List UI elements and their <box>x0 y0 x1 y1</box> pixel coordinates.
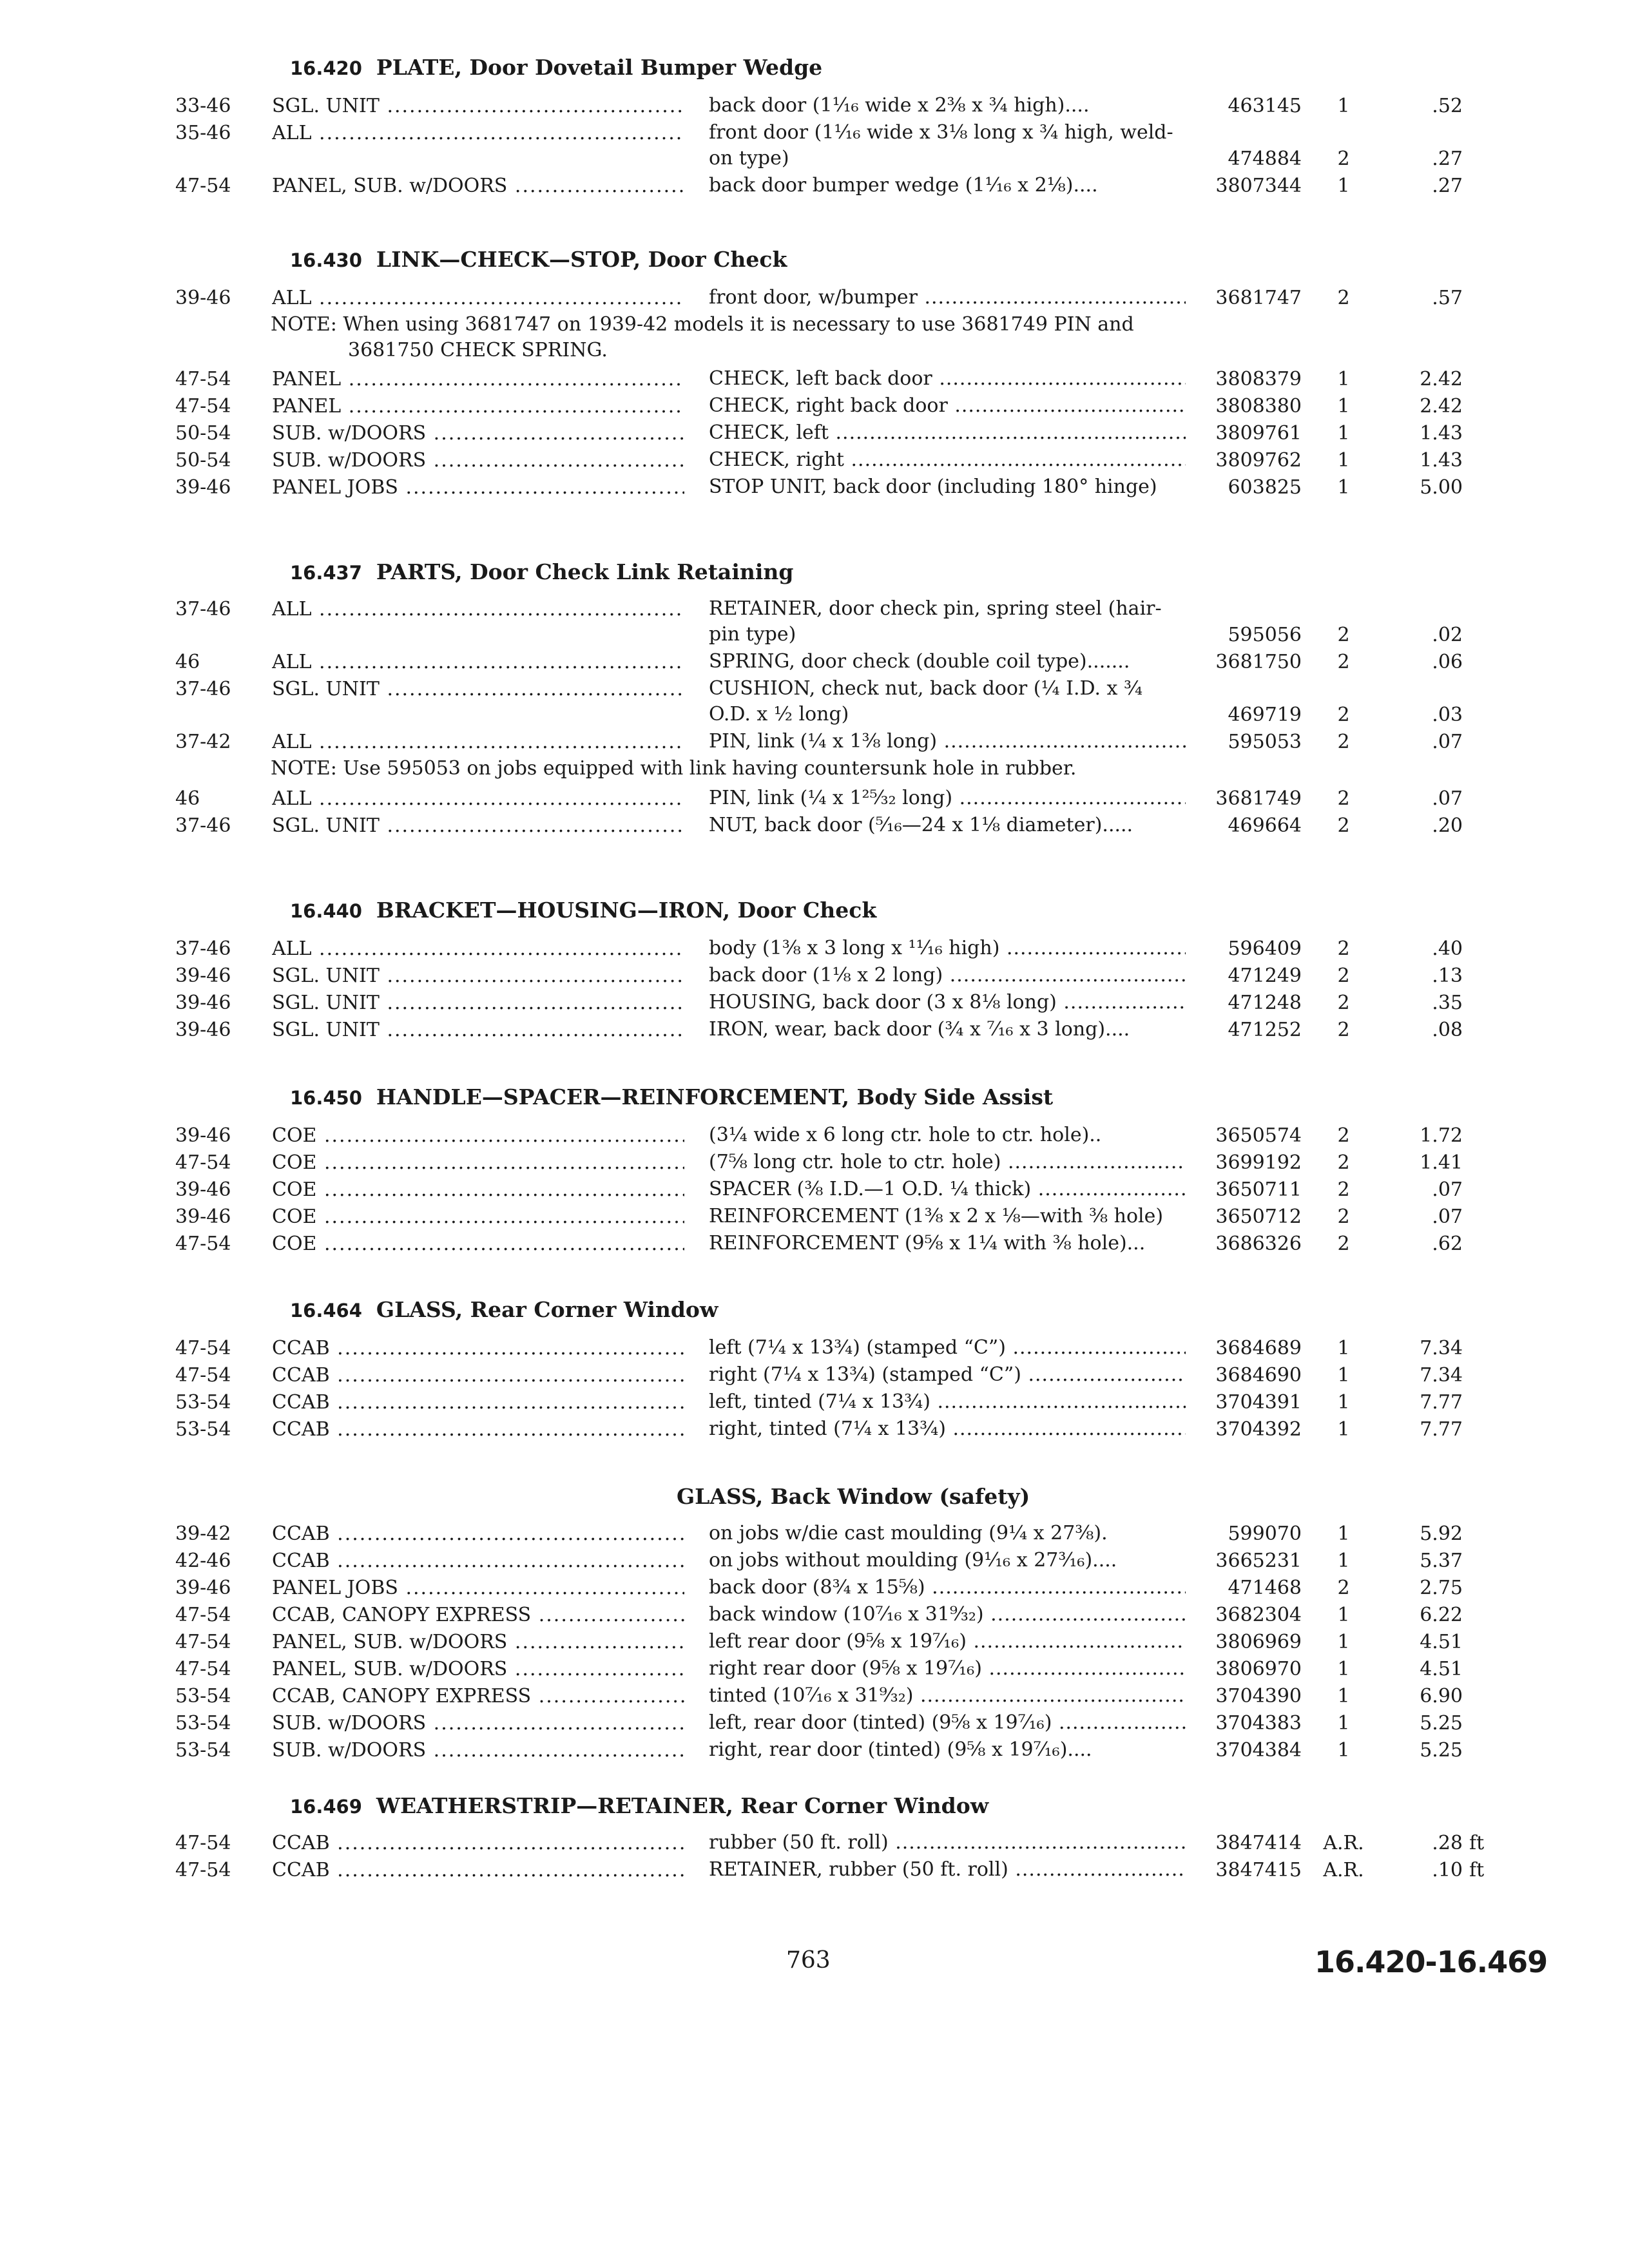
page-number: 763 <box>786 1947 831 1974</box>
section-heading <box>290 1082 1053 1112</box>
table-row: 39-46 COE ..... SPACER (⅜ I.D.—1 O.D. ¼ thick) ..... 3650711 2 .07 <box>0 1177 1629 1204</box>
table-row: 39-46 COE ..... (3¼ wide x 6 long ctr. hole to ctr. hole).. 3650574 2 1.72 <box>0 1122 1629 1149</box>
table-row: 42-46 CCAB ..... on jobs without moulding (9¹⁄₁₆ x 27³⁄₁₆).... 3665231 1 5.37 <box>0 1548 1629 1575</box>
section-heading <box>290 245 787 274</box>
table-row: 50-54 SUB. w/DOORS ..... CHECK, right ..... 3809762 1 1.43 <box>0 447 1629 474</box>
section-title: PLATE, Door Dovetail Bumper Wedge <box>376 55 823 80</box>
table-row: 39-46 SGL. UNIT ..... HOUSING, back door (3 x 8⅛ long) ..... 471248 2 .35 <box>0 990 1629 1017</box>
section-code: 16.450 <box>290 1087 362 1109</box>
table-row: 33-46 SGL. UNIT ..... back door (1¹⁄₁₆ wide x 2⅜ x ¾ high).... 463145 1 .52 <box>0 93 1629 120</box>
table-row: 47-54 PANEL ..... CHECK, right back door ..... 3808380 1 2.42 <box>0 393 1629 420</box>
section-title: WEATHERSTRIP—RETAINER, Rear Corner Window <box>376 1793 989 1818</box>
table-row: 53-54 CCAB ..... right, tinted (7¼ x 13¾) ..... 3704392 1 7.77 <box>0 1416 1629 1443</box>
section-heading <box>677 1482 1030 1512</box>
table-row: 53-54 CCAB, CANOPY EXPRESS ..... tinted (10⁷⁄₁₆ x 31⁹⁄₃₂) ..... 3704390 1 6.90 <box>0 1683 1629 1710</box>
section-code: 16.464 <box>290 1300 362 1321</box>
table-row: 53-54 SUB. w/DOORS ..... right, rear door (tinted) (9⅝ x 19⁷⁄₁₆).... 3704384 1 5.25 <box>0 1737 1629 1764</box>
section-heading <box>290 557 793 587</box>
table-row: 39-46 SGL. UNIT ..... IRON, wear, back door (¾ x ⁷⁄₁₆ x 3 long).... 471252 2 .08 <box>0 1017 1629 1044</box>
table-row: 35-46 ALL ..... front door (1¹⁄₁₆ wide x 3⅛ long x ¾ high, weld-on type) 474884 2 .27 <box>0 120 1629 173</box>
section-title: GLASS, Rear Corner Window <box>376 1297 718 1322</box>
table-row: 39-46 PANEL JOBS ..... STOP UNIT, back door (including 180° hinge) 603825 1 5.00 <box>0 474 1629 501</box>
section-range: 16.420-16.469 <box>1315 1945 1548 1979</box>
table-row: 37-42 ALL ..... PIN, link (¼ x 1⅜ long) ..... 595053 2 .07 <box>0 729 1629 756</box>
table-row: 37-46 ALL ..... RETAINER, door check pin, spring steel (hair-pin type) 595056 2 .02 <box>0 596 1629 649</box>
table-row: 47-54 COE ..... (7⅝ long ctr. hole to ctr. hole) ..... 3699192 2 1.41 <box>0 1149 1629 1177</box>
table-row: 47-54 CCAB ..... right (7¼ x 13¾) (stamped “C”) ..... 3684690 1 7.34 <box>0 1362 1629 1389</box>
section-code: 16.469 <box>290 1796 362 1818</box>
section-title: HANDLE—SPACER—REINFORCEMENT, Body Side Assist <box>376 1084 1054 1110</box>
section-title: PARTS, Door Check Link Retaining <box>376 559 794 584</box>
table-row: 47-54 PANEL, SUB. w/DOORS ..... right rear door (9⅝ x 19⁷⁄₁₆) ..... 3806970 1 4.51 <box>0 1656 1629 1683</box>
table-row: 47-54 PANEL ..... CHECK, left back door ..... 3808379 1 2.42 <box>0 366 1629 393</box>
table-row: 47-54 CCAB, CANOPY EXPRESS ..... back window (10⁷⁄₁₆ x 31⁹⁄₃₂) ..... 3682304 1 6.22 <box>0 1602 1629 1629</box>
section-title: GLASS, Back Window (safety) <box>677 1484 1030 1509</box>
table-row: 39-46 COE ..... REINFORCEMENT (1⅜ x 2 x ⅛—with ⅜ hole) 3650712 2 .07 <box>0 1204 1629 1231</box>
table-row: 47-54 CCAB ..... left (7¼ x 13¾) (stamped “C”) ..... 3684689 1 7.34 <box>0 1335 1629 1362</box>
table-row: 46 ALL ..... SPRING, door check (double coil type)....... 3681750 2 .06 <box>0 649 1629 676</box>
section-heading <box>290 1791 988 1821</box>
section-code: 16.440 <box>290 900 362 922</box>
table-row: 46 ALL ..... PIN, link (¼ x 1²⁵⁄₃₂ long) ..... 3681749 2 .07 <box>0 785 1629 812</box>
table-row: 53-54 SUB. w/DOORS ..... left, rear door (tinted) (9⅝ x 19⁷⁄₁₆) ..... 3704383 1 5.25 <box>0 1710 1629 1737</box>
note: NOTE: When using 3681747 on 1939-42 models it is necessary to use 3681749 PIN and 3681750 CHECK SPRING. <box>271 313 1134 361</box>
section-title: BRACKET—HOUSING—IRON, Door Check <box>376 898 877 923</box>
section-heading <box>290 1295 718 1325</box>
table-row: 37-46 ALL ..... body (1⅜ x 3 long x ¹¹⁄₁₆ high) ..... 596409 2 .40 <box>0 936 1629 963</box>
table-row: 37-46 SGL. UNIT ..... CUSHION, check nut, back door (¼ I.D. x ¾ O.D. x ½ long) 469719 2 .03 <box>0 676 1629 729</box>
table-row: 37-46 SGL. UNIT ..... NUT, back door (⁵⁄₁₆—24 x 1⅛ diameter)..... 469664 2 .20 <box>0 812 1629 840</box>
note: NOTE: Use 595053 on jobs equipped with link having countersunk hole in rubber. <box>271 757 1077 780</box>
table-row: 39-46 SGL. UNIT ..... back door (1⅛ x 2 long) ..... 471249 2 .13 <box>0 963 1629 990</box>
section-heading <box>290 53 822 82</box>
table-row: 53-54 CCAB ..... left, tinted (7¼ x 13¾) ..... 3704391 1 7.77 <box>0 1389 1629 1416</box>
table-row: 50-54 SUB. w/DOORS ..... CHECK, left ..... 3809761 1 1.43 <box>0 420 1629 447</box>
table-row: 39-42 CCAB ..... on jobs w/die cast moulding (9¼ x 27⅜). 599070 1 5.92 <box>0 1521 1629 1548</box>
section-code: 16.437 <box>290 562 362 584</box>
section-code: 16.430 <box>290 249 362 271</box>
table-row: 47-54 PANEL, SUB. w/DOORS ..... left rear door (9⅝ x 19⁷⁄₁₆) ..... 3806969 1 4.51 <box>0 1629 1629 1656</box>
table-row: 47-54 CCAB ..... RETAINER, rubber (50 ft. roll) ..... 3847415 A.R. .10 ft <box>0 1857 1629 1884</box>
section-heading <box>290 896 876 925</box>
table-row: 47-54 PANEL, SUB. w/DOORS ..... back door bumper wedge (1¹⁄₁₆ x 2⅛).... 3807344 1 .27 <box>0 173 1629 200</box>
table-row: 47-54 COE ..... REINFORCEMENT (9⅝ x 1¼ with ⅜ hole)... 3686326 2 .62 <box>0 1231 1629 1258</box>
table-row: 47-54 CCAB ..... rubber (50 ft. roll) ..... 3847414 A.R. .28 ft <box>0 1830 1629 1857</box>
table-row: 39-46 PANEL JOBS ..... back door (8¾ x 15⅝) ..... 471468 2 2.75 <box>0 1575 1629 1602</box>
section-title: LINK—CHECK—STOP, Door Check <box>376 247 787 272</box>
table-row: 39-46 ALL ..... front door, w/bumper ..... 3681747 2 .57 <box>0 285 1629 312</box>
section-code: 16.420 <box>290 57 362 79</box>
